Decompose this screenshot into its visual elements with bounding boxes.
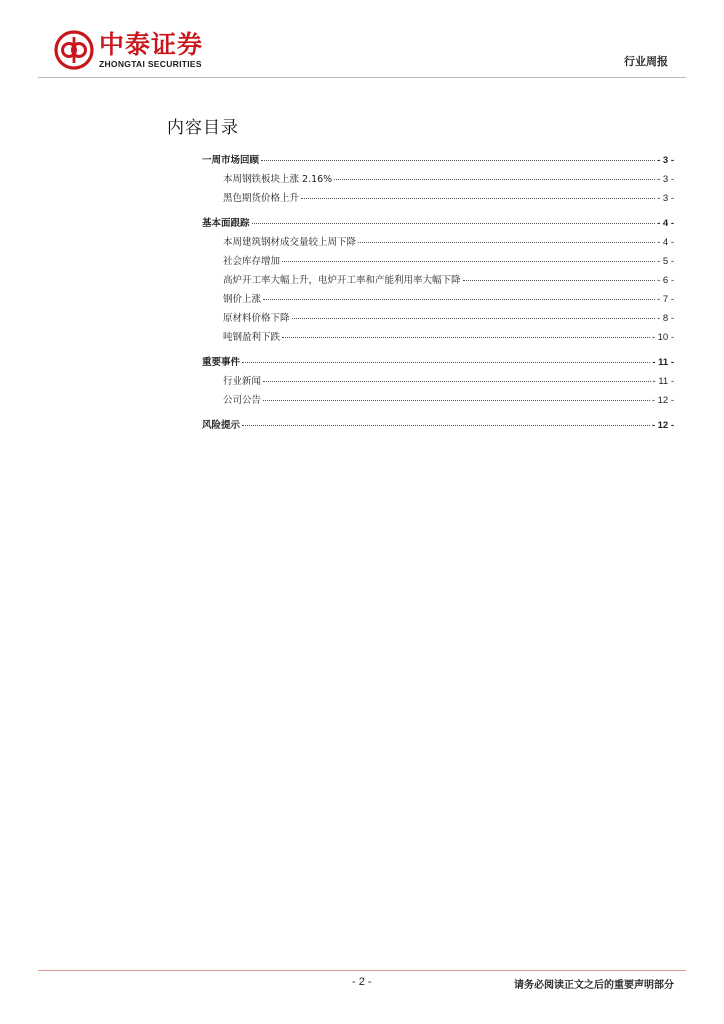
report-type-label: 行业周报	[624, 55, 668, 68]
toc-section-entry[interactable]	[202, 354, 674, 373]
toc-entry-text: 社会库存增加	[223, 256, 281, 267]
toc-section-entry[interactable]	[202, 215, 674, 234]
toc-title: 内容目录	[167, 118, 239, 138]
toc-subsection-entry[interactable]	[202, 392, 674, 411]
toc-dot-leader	[301, 198, 655, 199]
toc-entry-text: 原材料价格下降	[223, 313, 290, 324]
toc-entry-text: 重要事件	[202, 357, 241, 368]
page-number: - 2 -	[352, 976, 372, 988]
toc-entry-text: 本周建筑钢材成交量较上周下降	[223, 237, 357, 248]
toc-entry-page: - 3 -	[657, 174, 674, 185]
toc-entry-text: 基本面跟踪	[202, 218, 250, 229]
toc-dot-leader	[263, 381, 651, 382]
toc-dot-leader	[358, 242, 655, 243]
toc-entry-page: - 3 -	[657, 155, 674, 166]
toc-dot-leader	[263, 299, 655, 300]
toc-dot-leader	[242, 362, 650, 363]
toc-entry-page: - 4 -	[657, 218, 674, 229]
toc-subsection-entry[interactable]	[202, 253, 674, 272]
toc-subsection-entry[interactable]	[202, 329, 674, 348]
toc-subsection-entry[interactable]	[202, 171, 674, 190]
toc-dot-leader	[292, 318, 656, 319]
toc-dot-leader	[263, 400, 650, 401]
toc-subsection-entry[interactable]	[202, 234, 674, 253]
toc-entry-text: 一周市场回顾	[202, 155, 260, 166]
toc-section-entry[interactable]	[202, 152, 674, 171]
toc-entry-text: 高炉开工率大幅上升，电炉开工率和产能利用率大幅下降	[223, 275, 461, 286]
logo-english-name: ZHONGTAI SECURITIES	[99, 59, 202, 69]
toc-entry-page: - 11 -	[652, 357, 674, 368]
toc-entry-text: 行业新闻	[223, 376, 262, 387]
toc-subsection-entry[interactable]	[202, 190, 674, 209]
toc-entry-text: 公司公告	[223, 395, 262, 406]
toc-dot-leader	[252, 223, 656, 224]
footer-disclaimer: 请务必阅读正文之后的重要声明部分	[514, 980, 674, 991]
toc-dot-leader	[242, 425, 650, 426]
toc-entry-page: - 7 -	[657, 294, 674, 305]
toc-entry-text: 风险提示	[202, 420, 241, 431]
toc-entry-text: 钢价上涨	[223, 294, 262, 305]
toc-dot-leader	[282, 337, 650, 338]
toc-dot-leader	[282, 261, 655, 262]
toc-dot-leader	[334, 179, 655, 180]
toc-dot-leader	[463, 280, 656, 281]
footer-divider	[38, 970, 686, 971]
zhongtai-logo-icon	[54, 30, 94, 70]
logo-chinese-name: 中泰证券	[99, 30, 204, 59]
toc-subsection-entry[interactable]	[202, 310, 674, 329]
toc-entry-text: 本周钢铁板块上涨 2.16%	[223, 174, 333, 185]
toc-entry-page: - 6 -	[657, 275, 674, 286]
toc-entry-page: - 8 -	[657, 313, 674, 324]
toc-entry-page: - 4 -	[657, 237, 674, 248]
toc-entry-text: 吨钢盈利下跌	[223, 332, 281, 343]
toc-entry-page: - 10 -	[651, 332, 674, 343]
toc-section-entry[interactable]	[202, 417, 674, 436]
toc-entry-page: - 11 -	[652, 376, 674, 387]
toc-subsection-entry[interactable]	[202, 272, 674, 291]
header-divider	[38, 77, 686, 78]
toc-entry-text: 黑色期货价格上升	[223, 193, 300, 204]
toc-subsection-entry[interactable]	[202, 291, 674, 310]
toc-subsection-entry[interactable]	[202, 373, 674, 392]
toc-entry-page: - 12 -	[651, 395, 674, 406]
toc-dot-leader	[261, 160, 655, 161]
toc-entry-page: - 3 -	[657, 193, 674, 204]
toc-entry-page: - 12 -	[651, 420, 674, 431]
toc-entry-page: - 5 -	[657, 256, 674, 267]
toc-list	[202, 152, 674, 436]
company-logo	[54, 28, 203, 72]
